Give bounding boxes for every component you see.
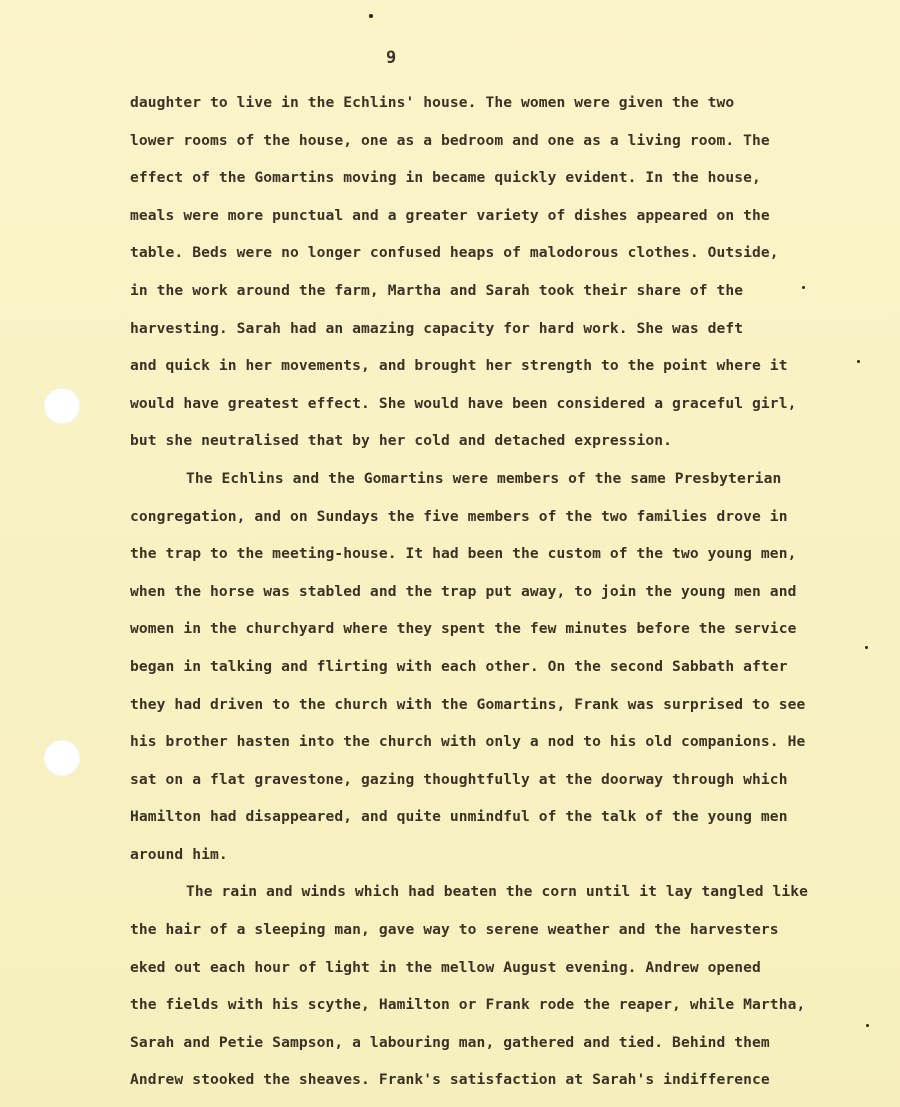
text-line: the hair of a sleeping man, gave way to serene weather and the harvesters	[130, 921, 779, 939]
text-line: the trap to the meeting-house. It had been the custom of the two young men,	[130, 545, 797, 563]
text-line: and quick in her movements, and brought her strength to the point where it	[130, 357, 788, 375]
text-line: his brother hasten into the church with only a nod to his old companions. He	[130, 733, 806, 751]
text-line: would have greatest effect. She would have been considered a graceful girl,	[130, 394, 797, 412]
page-number: 9	[386, 48, 397, 68]
text-line: daughter to live in the Echlins' house. The women were given the two	[130, 94, 735, 111]
text-line: sat on a flat gravestone, gazing thoughtfully at the doorway through which	[130, 770, 788, 788]
text-line: The rain and winds which had beaten the corn until it lay tangled like	[186, 883, 809, 901]
text-line: they had driven to the church with the Gomartins, Frank was surprised to see	[130, 695, 806, 713]
paper-speck	[369, 14, 373, 18]
paragraph-1	[130, 84, 870, 460]
text-line: Andrew stooked the sheaves. Frank's satisfaction at Sarah's indifference	[130, 1071, 770, 1089]
text-line: meals were more punctual and a greater variety of dishes appeared on the	[130, 206, 770, 224]
text-line: the fields with his scythe, Hamilton or Frank rode the reaper, while Martha,	[130, 996, 806, 1014]
text-line: when the horse was stabled and the trap put away, to join the young men and	[130, 582, 797, 600]
punch-hole-top	[44, 388, 80, 424]
text-line: Hamilton had disappeared, and quite unmindful of the talk of the young men	[130, 808, 788, 826]
text-line: harvesting. Sarah had an amazing capacity for hard work. She was deft	[130, 319, 744, 337]
text-line: lower rooms of the house, one as a bedroom and one as a living room. The	[130, 131, 770, 149]
paragraph-3	[130, 873, 870, 1099]
text-line: eked out each hour of light in the mellow August evening. Andrew opened	[130, 958, 761, 976]
text-line: congregation, and on Sundays the five members of the two families drove in	[130, 507, 788, 525]
text-line: The Echlins and the Gomartins were members of the same Presbyterian	[186, 469, 782, 487]
paragraph-2	[130, 460, 870, 874]
text-line: table. Beds were no longer confused heaps of malodorous clothes. Outside,	[130, 244, 779, 262]
text-line: but she neutralised that by her cold and detached expression.	[130, 432, 673, 450]
text-line: began in talking and flirting with each other. On the second Sabbath after	[130, 657, 788, 675]
text-line: in the work around the farm, Martha and Sarah took their share of the	[130, 281, 744, 299]
text-line: around him.	[130, 845, 228, 863]
text-line: effect of the Gomartins moving in became quickly evident. In the house,	[130, 169, 761, 187]
punch-hole-bottom	[44, 740, 80, 776]
text-line: Sarah and Petie Sampson, a labouring man, gathered and tied. Behind them	[130, 1033, 770, 1051]
text-line: women in the churchyard where they spent the few minutes before the service	[130, 620, 797, 638]
body-text	[130, 84, 870, 1099]
